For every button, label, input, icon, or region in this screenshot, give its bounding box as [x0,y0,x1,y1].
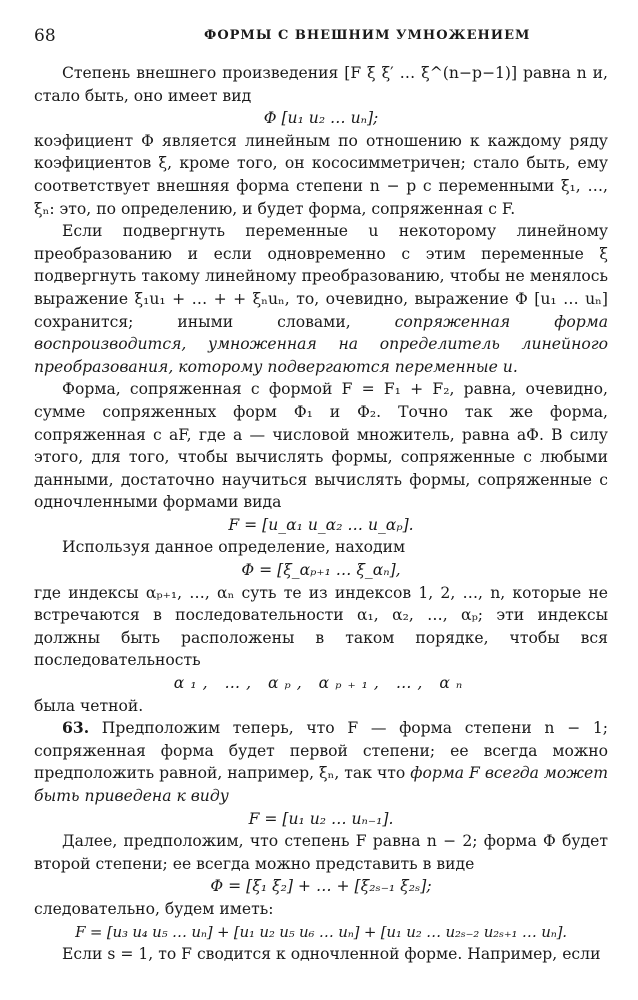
page-body [34,62,608,966]
paragraph-11: Если s = 1, то F сводится к одночленной форме. Например, если [62,945,601,964]
paragraph-3 [34,220,608,378]
section-63-emphasis: форма F всегда может быть приведена к виду [34,764,608,805]
paragraph-6: где индексы αₚ₊₁, …, αₙ суть те из индексов 1, 2, …, n, которые не встречаются в последовательности α₁, α₂, …, αₚ; эти индексы должны быть расположены в таком порядке, чтобы вся последовательность [34,583,608,670]
equation-5: F = [u₁ u₂ … uₙ₋₁]. [248,809,394,828]
equation-4: α₁, …, αₚ, αₚ₊₁, …, αₙ [173,674,469,693]
equation-6: Φ = [ξ₁ ξ₂] + … + [ξ₂ₛ₋₁ ξ₂ₛ]; [210,877,432,896]
paragraph-4: Форма, сопряженная с формой F = F₁ + F₂, равна, очевидно, сумме сопряженных форм Φ₁ и Φ₂. Точно так же форма, сопряженная с aF, где a — числовой множитель, равна aΦ. В силу этого, для того, чтобы вычислять формы, сопряженные с любыми данными, достаточно научиться вычислять формы, сопряженные с одночленными формами вида [34,380,608,512]
paragraph-9: Далее, предположим, что степень F равна n − 2; форма Φ будет второй степени; ее всегда можно представить в виде [34,832,608,873]
equation-1: Φ [u₁ u₂ … uₙ]; [263,109,379,128]
paragraph-3-emphasis: сопряженная форма воспроизводится, умноженная на определитель линейного преобразования, которому подвергаются переменные u. [34,312,608,376]
equation-7: F = [u₃ u₄ u₅ … uₙ] + [u₁ u₂ u₅ u₆ … uₙ] + [u₁ u₂ … u₂ₛ₋₂ u₂ₛ₊₁ … uₙ]. [75,922,567,941]
page-header [34,26,608,48]
section-63-text: Предположим теперь, что F — форма степени n − 1; сопряженная форма будет первой степени; ее всегда можно предположить равной, например, ξₙ, так что [34,719,608,783]
paragraph-7: была четной. [34,696,144,715]
paragraph-1: Степень внешнего произведения [F ξ ξ′ … ξ^(n−p−1)] равна n и, стало быть, оно имеет вид [34,64,608,105]
section-63 [34,717,608,807]
paragraph-2: коэфициент Φ является линейным по отношению к каждому ряду коэфициентов ξ, кроме того, он кососимметричен; стало быть, ему соответствует внешняя форма степени n − p с переменными ξ₁, …, ξₙ: это, по определению, и будет форма, сопряженная с F. [34,131,608,218]
paragraph-5: Используя данное определение, находим [62,538,406,557]
equation-3: Φ = [ξ_αₚ₊₁ … ξ_αₙ], [241,561,401,580]
paragraph-10: следовательно, будем иметь: [34,899,274,918]
equation-2: F = [u_α₁ u_α₂ … u_αₚ]. [228,515,414,534]
section-number: 63. [62,718,90,738]
running-title: ФОРМЫ С ВНЕШНИМ УМНОЖЕНИЕМ [204,28,531,43]
paragraph-3-text: Если подвергнуть переменные u некоторому линейному преобразованию и если одновременно с этим переменные ξ подвергнуть такому линейному преобразованию, чтобы не менялось выражение ξ₁u₁ + … + + ξₙuₙ, то, очевидно, выражение Φ [u₁ … uₙ] сохранится; иными словами, [34,222,608,331]
page-number: 68 [34,26,56,46]
